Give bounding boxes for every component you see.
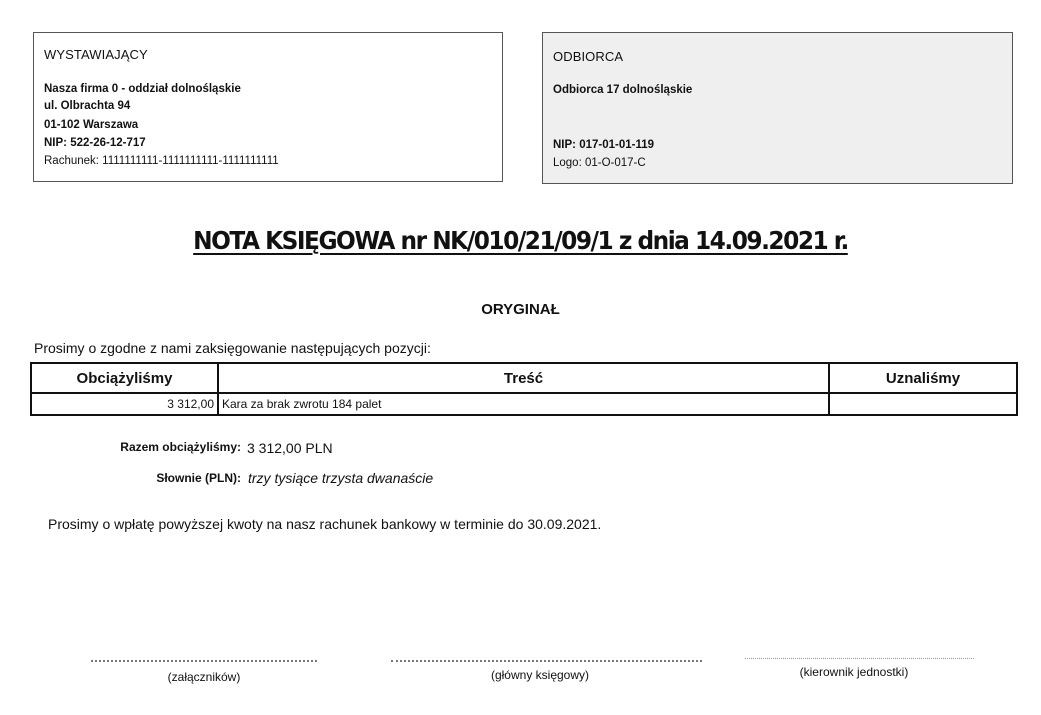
payment-note: Prosimy o wpłatę powyższej kwoty na nasz rachunek bankowy w terminie do 30.09.2021. <box>48 516 602 532</box>
recipient-name: Odbiorca 17 dolnośląskie <box>553 84 693 96</box>
cell-credit <box>829 393 1017 415</box>
signature-line-unit-head <box>745 658 974 659</box>
issuer-title: WYSTAWIAJĄCY <box>44 47 148 62</box>
words-value: trzy tysiące trzysta dwanaście <box>248 470 434 486</box>
recipient-box <box>542 32 1013 184</box>
signature-label-attachments: (załączników) <box>167 670 241 684</box>
issuer-city: 01-102 Warszawa <box>44 119 139 131</box>
document-title: NOTA KSIĘGOWA nr NK/010/21/09/1 z dnia 14.09.2021 r. <box>193 226 848 255</box>
header-credit: Uznaliśmy <box>829 363 1017 393</box>
words-label: Słownie (PLN): <box>156 471 241 485</box>
total-label: Razem obciążyliśmy: <box>120 440 241 454</box>
total-value: 3 312,00 PLN <box>247 440 333 456</box>
issuer-account: Rachunek: 1111111111-1111111111-1111111111 <box>44 155 279 167</box>
header-debit: Obciążyliśmy <box>31 363 218 393</box>
intro-text: Prosimy o zgodne z nami zaksięgowanie następujących pozycji: <box>34 340 431 356</box>
table-row <box>31 393 1017 415</box>
table-header-row <box>31 363 1017 393</box>
issuer-street: ul. Olbrachta 94 <box>44 100 131 112</box>
header-description: Treść <box>218 363 829 393</box>
recipient-logo: Logo: 01-O-017-C <box>553 157 646 169</box>
issuer-nip: NIP: 522-26-12-717 <box>44 137 146 149</box>
signature-line-attachments <box>91 660 317 662</box>
items-table <box>30 362 1018 416</box>
signature-label-unit-head: (kierownik jednostki) <box>799 665 909 679</box>
issuer-name: Nasza firma 0 - oddział dolnośląskie <box>44 83 241 95</box>
signature-line-chief-accountant <box>391 660 702 662</box>
cell-debit: 3 312,00 <box>31 393 218 415</box>
signature-label-chief-accountant: (główny księgowy) <box>490 668 590 682</box>
copy-type-label: ORYGINAŁ <box>481 301 560 318</box>
recipient-nip: NIP: 017-01-01-119 <box>553 139 655 151</box>
issuer-box <box>33 32 503 182</box>
recipient-title: ODBIORCA <box>553 49 624 64</box>
cell-description: Kara za brak zwrotu 184 palet <box>218 393 829 415</box>
